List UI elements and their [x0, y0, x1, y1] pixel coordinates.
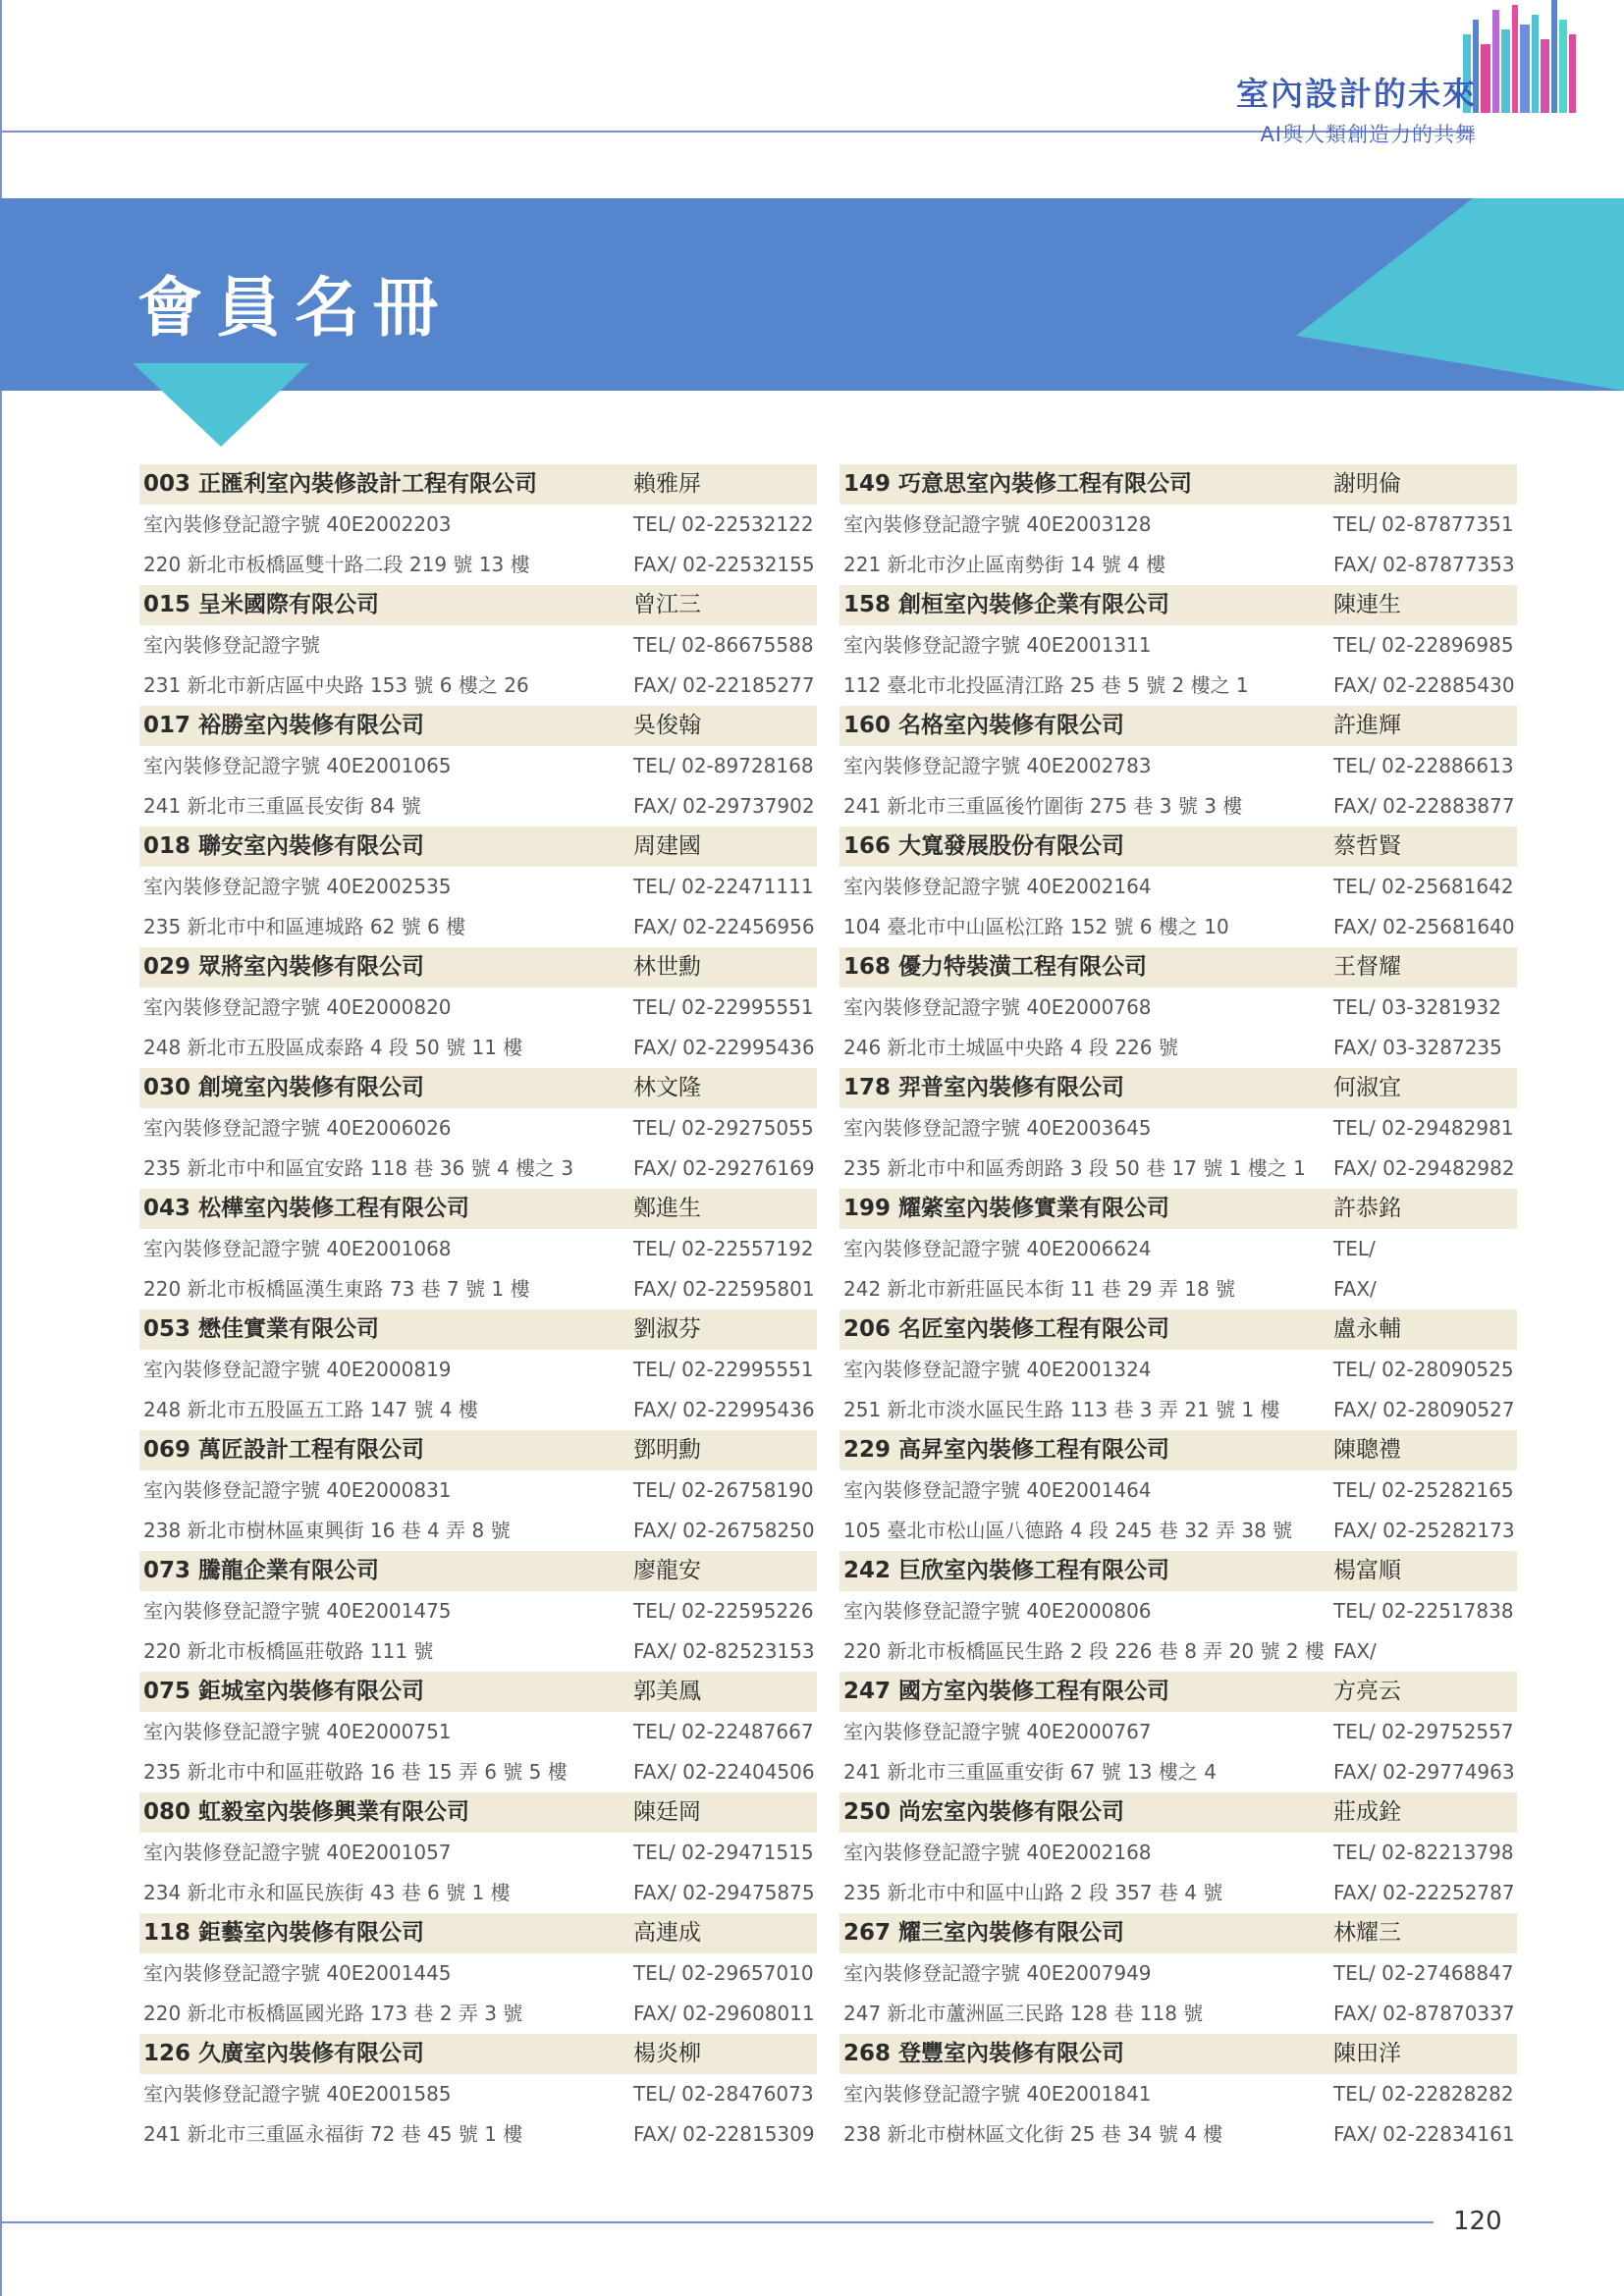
company-name: 015 呈米國際有限公司 — [143, 592, 380, 617]
license-number: 室內裝修登記證字號 40E2001324 — [843, 1358, 1152, 1381]
contact-person: 莊成銓 — [1333, 1799, 1401, 1825]
company-name: 267 耀三室內裝修有限公司 — [843, 1920, 1125, 1946]
member-entry — [139, 1913, 817, 2034]
tel-number: TEL/ 02-29471515 — [633, 1841, 814, 1864]
skyline-graphic — [1453, 0, 1624, 137]
company-name: 126 久廣室內裝修有限公司 — [143, 2041, 425, 2066]
tel-number: TEL/ 02-29752557 — [1333, 1720, 1514, 1743]
contact-person: 盧永輔 — [1333, 1316, 1401, 1342]
tel-number: TEL/ 02-22896985 — [1333, 633, 1514, 657]
license-number: 室內裝修登記證字號 40E2000819 — [143, 1358, 452, 1381]
fax-number: FAX/ 02-29276169 — [633, 1156, 815, 1180]
contact-person: 郭美鳳 — [633, 1679, 701, 1704]
member-entry — [839, 706, 1517, 827]
member-entry — [139, 1068, 817, 1189]
company-name: 158 創桓室內裝修企業有限公司 — [843, 592, 1170, 617]
company-name: 178 羿普室內裝修有限公司 — [843, 1075, 1125, 1100]
company-name: 053 懋佳實業有限公司 — [143, 1316, 380, 1342]
license-number: 室內裝修登記證字號 40E2001475 — [143, 1599, 452, 1623]
member-entry — [139, 1309, 817, 1430]
member-entry — [139, 706, 817, 827]
company-name: 017 裕勝室內裝修有限公司 — [143, 713, 425, 738]
company-name: 069 萬匠設計工程有限公司 — [143, 1437, 425, 1463]
fax-number: FAX/ 02-87877353 — [1333, 553, 1515, 576]
tel-number: TEL/ 02-22532122 — [633, 512, 814, 536]
contact-person: 何淑宜 — [1333, 1075, 1401, 1100]
section-title: 會員名冊 — [137, 270, 452, 346]
tel-number: TEL/ 02-22471111 — [633, 875, 814, 898]
member-entry — [839, 464, 1517, 585]
license-number: 室內裝修登記證字號 40E2000751 — [143, 1720, 452, 1743]
address: 220 新北市板橋區國光路 173 巷 2 弄 3 號 — [143, 2002, 523, 2025]
brand-title: 室內設計的未來 — [1236, 75, 1477, 113]
fax-number: FAX/ 02-22456956 — [633, 915, 815, 938]
address: 235 新北市中和區中山路 2 段 357 巷 4 號 — [843, 1881, 1223, 1904]
fax-number: FAX/ 02-29608011 — [633, 2002, 815, 2025]
contact-person: 陳田洋 — [1333, 2041, 1401, 2066]
contact-person: 楊富順 — [1333, 1558, 1401, 1583]
member-column-right — [839, 464, 1517, 2155]
company-name: 268 登豐室內裝修有限公司 — [843, 2041, 1125, 2066]
address: 235 新北市中和區連城路 62 號 6 樓 — [143, 915, 466, 938]
contact-person: 鄧明勳 — [633, 1437, 701, 1463]
license-number: 室內裝修登記證字號 40E2001068 — [143, 1237, 452, 1260]
license-number: 室內裝修登記證字號 40E2003128 — [843, 512, 1152, 536]
tel-number: TEL/ 02-22557192 — [633, 1237, 814, 1260]
tel-number: TEL/ 02-29482981 — [1333, 1116, 1514, 1140]
address: 234 新北市永和區民族街 43 巷 6 號 1 樓 — [143, 1881, 511, 1904]
contact-person: 鄭進生 — [633, 1196, 701, 1221]
contact-person: 許進輝 — [1333, 713, 1401, 738]
address: 112 臺北市北投區清江路 25 巷 5 號 2 樓之 1 — [843, 673, 1249, 697]
footer-rule — [0, 2221, 1434, 2223]
contact-person: 林文隆 — [633, 1075, 701, 1100]
page-number: 120 — [1453, 2207, 1502, 2236]
contact-person: 吳俊翰 — [633, 713, 701, 738]
tel-number: TEL/ 02-86675588 — [633, 633, 814, 657]
address: 242 新北市新莊區民本街 11 巷 29 弄 18 號 — [843, 1277, 1236, 1301]
contact-person: 蔡哲賢 — [1333, 833, 1401, 859]
member-entry — [839, 1551, 1517, 1672]
tel-number: TEL/ — [1333, 1237, 1376, 1260]
fax-number: FAX/ — [1333, 1277, 1377, 1301]
fax-number: FAX/ 02-28090527 — [1333, 1398, 1515, 1421]
license-number: 室內裝修登記證字號 40E2002168 — [843, 1841, 1152, 1864]
banner-pointer-triangle — [133, 363, 309, 447]
license-number: 室內裝修登記證字號 — [143, 633, 320, 657]
tel-number: TEL/ 02-22828282 — [1333, 2082, 1514, 2106]
fax-number: FAX/ 02-22595801 — [633, 1277, 815, 1301]
member-entry — [139, 1430, 817, 1551]
member-entry — [839, 827, 1517, 947]
member-entry — [139, 827, 817, 947]
company-name: 160 名格室內裝修有限公司 — [843, 713, 1125, 738]
company-name: 168 優力特裝潢工程有限公司 — [843, 954, 1148, 980]
member-entry — [839, 1068, 1517, 1189]
contact-person: 方亮云 — [1333, 1679, 1401, 1704]
company-name: 073 騰龍企業有限公司 — [143, 1558, 380, 1583]
license-number: 室內裝修登記證字號 40E2001311 — [843, 633, 1152, 657]
tel-number: TEL/ 02-22487667 — [633, 1720, 814, 1743]
address: 235 新北市中和區宜安路 118 巷 36 號 4 樓之 3 — [143, 1156, 574, 1180]
address: 247 新北市蘆洲區三民路 128 巷 118 號 — [843, 2002, 1204, 2025]
fax-number: FAX/ 02-29482982 — [1333, 1156, 1515, 1180]
member-entry — [139, 1672, 817, 1792]
fax-number: FAX/ 02-22883877 — [1333, 794, 1515, 818]
company-name: 242 巨欣室內裝修工程有限公司 — [843, 1558, 1170, 1583]
tel-number: TEL/ 03-3281932 — [1333, 995, 1501, 1019]
tel-number: TEL/ 02-25681642 — [1333, 875, 1514, 898]
license-number: 室內裝修登記證字號 40E2001065 — [143, 754, 452, 777]
license-number: 室內裝修登記證字號 40E2006026 — [143, 1116, 452, 1140]
fax-number: FAX/ 02-22185277 — [633, 673, 815, 697]
address: 220 新北市板橋區莊敬路 111 號 — [143, 1639, 434, 1663]
tel-number: TEL/ 02-82213798 — [1333, 1841, 1514, 1864]
contact-person: 劉淑芬 — [633, 1316, 701, 1342]
brand-subtitle: AI與人類創造力的共舞 — [1260, 123, 1477, 146]
member-entry — [839, 585, 1517, 706]
tel-number: TEL/ 02-22995551 — [633, 1358, 814, 1381]
company-name: 030 創境室內裝修有限公司 — [143, 1075, 425, 1100]
address: 220 新北市板橋區漢生東路 73 巷 7 號 1 樓 — [143, 1277, 530, 1301]
company-name: 199 耀綮室內裝修實業有限公司 — [843, 1196, 1170, 1221]
contact-person: 曾江三 — [633, 592, 701, 617]
fax-number: FAX/ 02-26758250 — [633, 1519, 815, 1542]
license-number: 室內裝修登記證字號 40E2001464 — [843, 1478, 1152, 1502]
license-number: 室內裝修登記證字號 40E2003645 — [843, 1116, 1152, 1140]
fax-number: FAX/ 02-25282173 — [1333, 1519, 1515, 1542]
address: 248 新北市五股區五工路 147 號 4 樓 — [143, 1398, 478, 1421]
address: 251 新北市淡水區民生路 113 巷 3 弄 21 號 1 樓 — [843, 1398, 1280, 1421]
contact-person: 陳連生 — [1333, 592, 1401, 617]
license-number: 室內裝修登記證字號 40E2000820 — [143, 995, 452, 1019]
tel-number: TEL/ 02-29275055 — [633, 1116, 814, 1140]
company-name: 149 巧意思室內裝修工程有限公司 — [843, 471, 1193, 497]
fax-number: FAX/ 02-87870337 — [1333, 2002, 1515, 2025]
member-entry — [139, 2034, 817, 2155]
banner-triangle-decoration — [1296, 198, 1624, 391]
company-name: 206 名匠室內裝修工程有限公司 — [843, 1316, 1170, 1342]
tel-number: TEL/ 02-26758190 — [633, 1478, 814, 1502]
fax-number: FAX/ 02-22815309 — [633, 2122, 815, 2146]
license-number: 室內裝修登記證字號 40E2001057 — [143, 1841, 452, 1864]
fax-number: FAX/ 02-22532155 — [633, 553, 815, 576]
address: 220 新北市板橋區民生路 2 段 226 巷 8 弄 20 號 2 樓 — [843, 1639, 1325, 1663]
company-name: 166 大寬發展股份有限公司 — [843, 833, 1125, 859]
tel-number: TEL/ 02-25282165 — [1333, 1478, 1514, 1502]
license-number: 室內裝修登記證字號 40E2000831 — [143, 1478, 452, 1502]
company-name: 043 松樺室內裝修工程有限公司 — [143, 1196, 470, 1221]
address: 238 新北市樹林區東興街 16 巷 4 弄 8 號 — [143, 1519, 511, 1542]
member-entry — [839, 1792, 1517, 1913]
member-entry — [139, 464, 817, 585]
fax-number: FAX/ 02-22404506 — [633, 1760, 815, 1784]
contact-person: 陳聰禮 — [1333, 1437, 1401, 1463]
contact-person: 高連成 — [633, 1920, 701, 1946]
license-number: 室內裝修登記證字號 40E2002203 — [143, 512, 452, 536]
fax-number: FAX/ 02-22252787 — [1333, 1881, 1515, 1904]
fax-number: FAX/ 02-29737902 — [633, 794, 815, 818]
license-number: 室內裝修登記證字號 40E2000767 — [843, 1720, 1152, 1743]
contact-person: 楊炎柳 — [633, 2041, 701, 2066]
address: 241 新北市三重區重安街 67 號 13 樓之 4 — [843, 1760, 1217, 1784]
tel-number: TEL/ 02-27468847 — [1333, 1961, 1514, 1985]
member-entry — [839, 1309, 1517, 1430]
company-name: 018 聯安室內裝修有限公司 — [143, 833, 425, 859]
member-entry — [839, 947, 1517, 1068]
address: 241 新北市三重區後竹圍街 275 巷 3 號 3 樓 — [843, 794, 1243, 818]
license-number: 室內裝修登記證字號 40E2007949 — [843, 1961, 1152, 1985]
tel-number: TEL/ 02-22517838 — [1333, 1599, 1514, 1623]
member-entry — [139, 1189, 817, 1309]
fax-number: FAX/ 02-22885430 — [1333, 673, 1515, 697]
tel-number: TEL/ 02-22995551 — [633, 995, 814, 1019]
member-entry — [139, 1792, 817, 1913]
tel-number: TEL/ 02-22595226 — [633, 1599, 814, 1623]
contact-person: 許恭銘 — [1333, 1196, 1401, 1221]
fax-number: FAX/ 03-3287235 — [1333, 1036, 1502, 1059]
license-number: 室內裝修登記證字號 40E2002535 — [143, 875, 452, 898]
license-number: 室內裝修登記證字號 40E2002164 — [843, 875, 1152, 898]
company-name: 229 高昇室內裝修工程有限公司 — [843, 1437, 1170, 1463]
section-banner — [0, 198, 1624, 391]
license-number: 室內裝修登記證字號 40E2001841 — [843, 2082, 1152, 2106]
address: 105 臺北市松山區八德路 4 段 245 巷 32 弄 38 號 — [843, 1519, 1293, 1542]
address: 246 新北市土城區中央路 4 段 226 號 — [843, 1036, 1178, 1059]
address: 235 新北市中和區秀朗路 3 段 50 巷 17 號 1 樓之 1 — [843, 1156, 1306, 1180]
contact-person: 謝明倫 — [1333, 471, 1401, 497]
contact-person: 廖龍安 — [633, 1558, 701, 1583]
company-name: 075 鉅城室內裝修有限公司 — [143, 1679, 425, 1704]
license-number: 室內裝修登記證字號 40E2006624 — [843, 1237, 1152, 1260]
member-entry — [839, 1672, 1517, 1792]
address: 220 新北市板橋區雙十路二段 219 號 13 樓 — [143, 553, 530, 576]
contact-person: 林耀三 — [1333, 1920, 1401, 1946]
company-name: 118 鉅藝室內裝修有限公司 — [143, 1920, 425, 1946]
address: 235 新北市中和區莊敬路 16 巷 15 弄 6 號 5 樓 — [143, 1760, 568, 1784]
contact-person: 林世勳 — [633, 954, 701, 980]
contact-person: 王督耀 — [1333, 954, 1401, 980]
address: 104 臺北市中山區松江路 152 號 6 樓之 10 — [843, 915, 1229, 938]
company-name: 247 國方室內裝修工程有限公司 — [843, 1679, 1170, 1704]
member-entry — [839, 1913, 1517, 2034]
tel-number: TEL/ 02-22886613 — [1333, 754, 1514, 777]
contact-person: 周建國 — [633, 833, 701, 859]
fax-number: FAX/ 02-82523153 — [633, 1639, 815, 1663]
address: 241 新北市三重區長安街 84 號 — [143, 794, 421, 818]
member-entry — [139, 585, 817, 706]
license-number: 室內裝修登記證字號 40E2000806 — [843, 1599, 1152, 1623]
license-number: 室內裝修登記證字號 40E2001445 — [143, 1961, 452, 1985]
contact-person: 陳廷岡 — [633, 1799, 701, 1825]
contact-person: 賴雅屏 — [633, 471, 701, 497]
tel-number: TEL/ 02-28476073 — [633, 2082, 814, 2106]
tel-number: TEL/ 02-87877351 — [1333, 512, 1514, 536]
address: 248 新北市五股區成泰路 4 段 50 號 11 樓 — [143, 1036, 523, 1059]
fax-number: FAX/ 02-22834161 — [1333, 2122, 1515, 2146]
fax-number: FAX/ 02-29774963 — [1333, 1760, 1515, 1784]
fax-number: FAX/ 02-22995436 — [633, 1036, 815, 1059]
address: 241 新北市三重區永福街 72 巷 45 號 1 樓 — [143, 2122, 523, 2146]
license-number: 室內裝修登記證字號 40E2001585 — [143, 2082, 452, 2106]
license-number: 室內裝修登記證字號 40E2002783 — [843, 754, 1152, 777]
tel-number: TEL/ 02-29657010 — [633, 1961, 814, 1985]
fax-number: FAX/ 02-22995436 — [633, 1398, 815, 1421]
address: 221 新北市汐止區南勢街 14 號 4 樓 — [843, 553, 1166, 576]
fax-number: FAX/ 02-25681640 — [1333, 915, 1515, 938]
fax-number: FAX/ — [1333, 1639, 1377, 1663]
company-name: 003 正匯利室內裝修設計工程有限公司 — [143, 471, 538, 497]
tel-number: TEL/ 02-89728168 — [633, 754, 814, 777]
license-number: 室內裝修登記證字號 40E2000768 — [843, 995, 1152, 1019]
member-entry — [139, 1551, 817, 1672]
member-column-left — [139, 464, 817, 2155]
member-entry — [839, 1189, 1517, 1309]
company-name: 080 虹毅室內裝修興業有限公司 — [143, 1799, 470, 1825]
member-entry — [839, 1430, 1517, 1551]
address: 231 新北市新店區中央路 153 號 6 樓之 26 — [143, 673, 529, 697]
company-name: 029 眾將室內裝修有限公司 — [143, 954, 425, 980]
member-entry — [139, 947, 817, 1068]
address: 238 新北市樹林區文化街 25 巷 34 號 4 樓 — [843, 2122, 1223, 2146]
company-name: 250 尚宏室內裝修有限公司 — [843, 1799, 1125, 1825]
fax-number: FAX/ 02-29475875 — [633, 1881, 815, 1904]
member-entry — [839, 2034, 1517, 2155]
publication-brand — [1236, 69, 1477, 148]
tel-number: TEL/ 02-28090525 — [1333, 1358, 1514, 1381]
